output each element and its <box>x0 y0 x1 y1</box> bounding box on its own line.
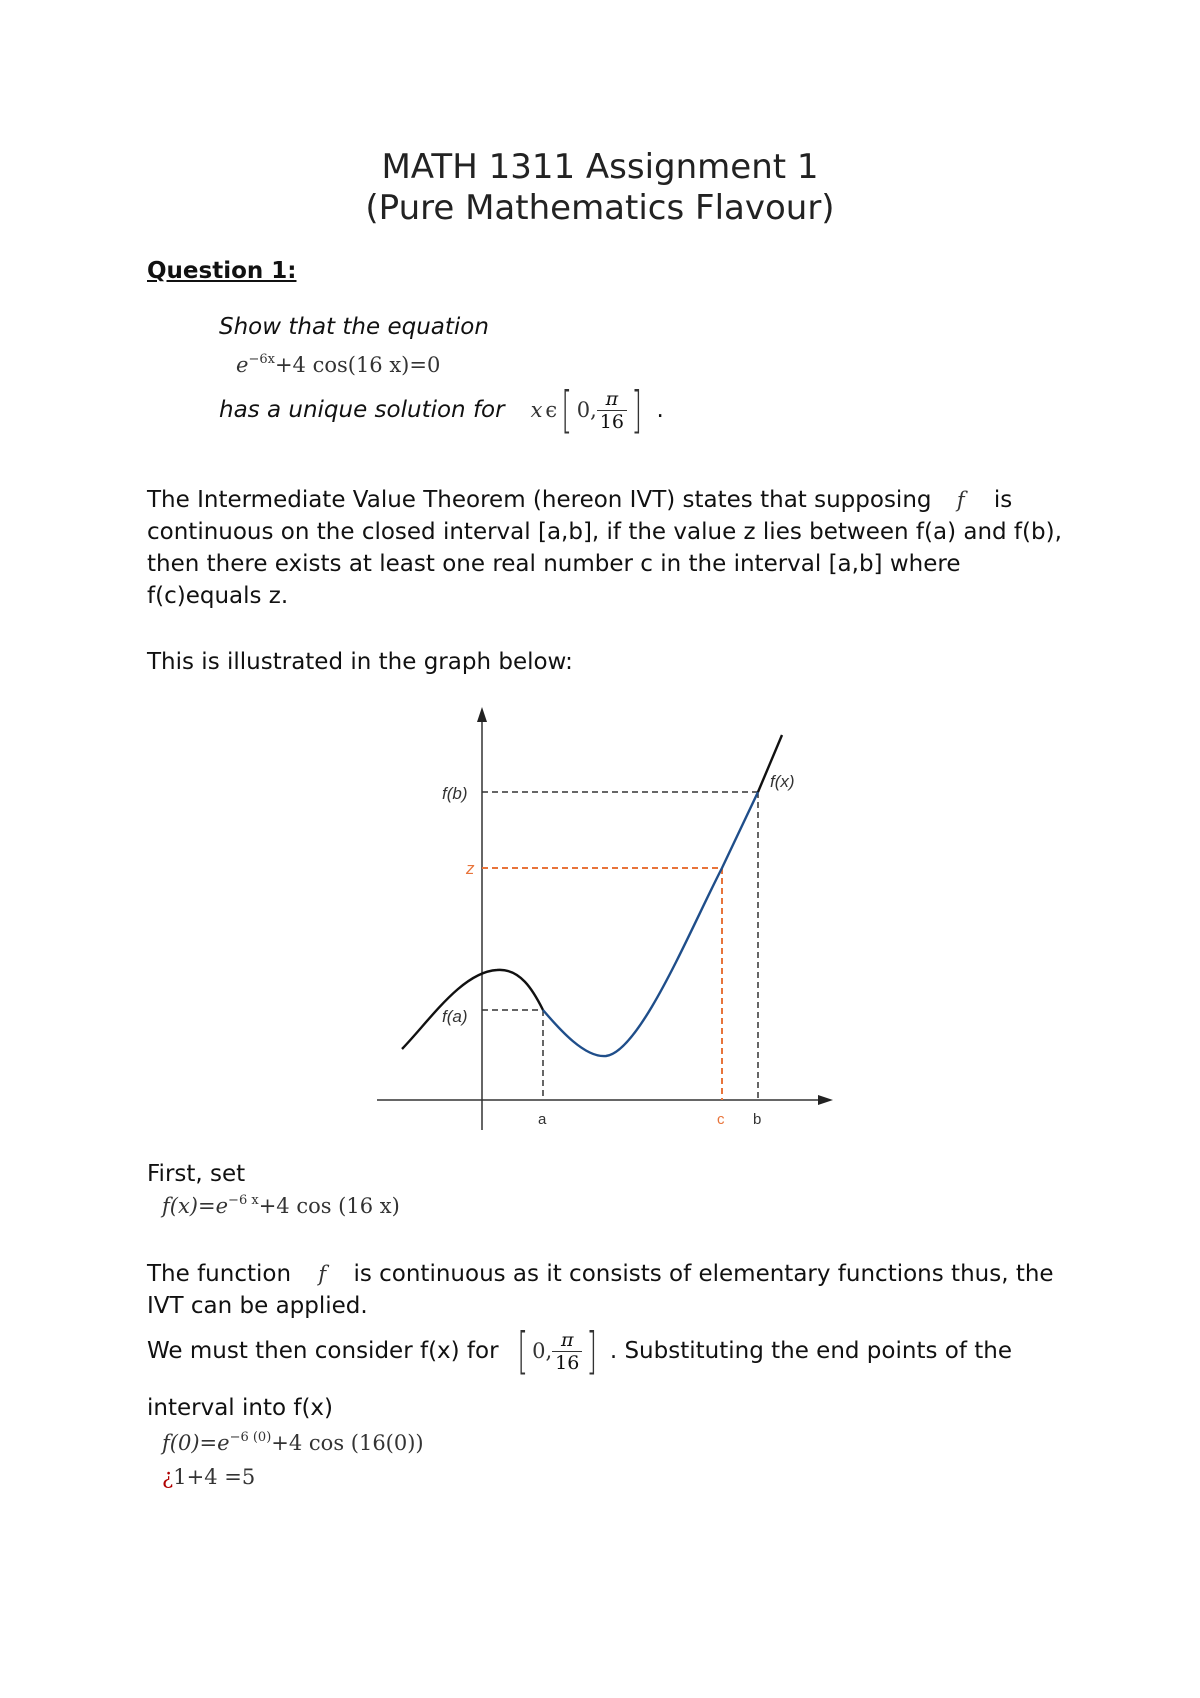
title-line-1: MATH 1311 Assignment 1 <box>381 147 819 187</box>
consider-line <box>147 1320 1012 1382</box>
ivt-paragraph: The Intermediate Value Theorem (hereon IVT) states that supposing f is continuous on the closed interval [a,b], if the value z lies between f(a) and f(b), then there exists at least one real number c in the interval [a,b] where f(c)equals z. <box>147 487 1062 609</box>
label-z: z <box>466 859 475 878</box>
label-fb: f(b) <box>442 784 468 803</box>
question-heading: Question 1: <box>147 258 297 284</box>
label-fa: f(a) <box>442 1007 468 1026</box>
x-axis-arrow-icon <box>818 1095 833 1105</box>
domain-in: ϵ <box>545 398 558 422</box>
curve-middle <box>543 792 758 1056</box>
domain-fraction: $\frac{\pi}{16}$ <box>597 388 627 433</box>
left-bracket-icon: [ <box>561 381 573 439</box>
first-set: First, set <box>147 1161 246 1187</box>
unique-prefix: has a unique solution for <box>219 397 505 423</box>
curve-left <box>402 970 543 1049</box>
left-bracket-icon: [ <box>516 1322 528 1380</box>
domain-left: 0, <box>576 398 597 422</box>
continuity-paragraph: The function f is continuous as it consists of elementary functions thus, the IVT can be applied. <box>147 1261 1054 1319</box>
right-bracket-icon: ] <box>586 1322 598 1380</box>
label-fx: f(x) <box>770 772 795 791</box>
label-a: a <box>538 1111 547 1128</box>
consider-pre: We must then consider f(x) for <box>147 1338 499 1364</box>
f0-equation: $f(0)=e^{-6 (0)}+4$ cos (16(0)) <box>162 1430 424 1455</box>
unique-solution-line <box>219 380 664 440</box>
result-line <box>162 1465 255 1489</box>
right-bracket-icon: ] <box>631 381 643 439</box>
consider-post: . Substituting the end points of the <box>609 1338 1012 1364</box>
consider-left: 0, <box>532 1339 553 1363</box>
consider-line-2: interval into f(x) <box>147 1395 334 1421</box>
question-intro: Show that the equation <box>219 314 489 340</box>
question-equation: $e^{-6x}+4$ cos(16 x)=0 <box>236 352 441 377</box>
ivt-f-symbol: f <box>956 488 965 512</box>
label-c: c <box>717 1111 725 1128</box>
domain-var: x <box>530 398 543 422</box>
consider-fraction: $\frac{\pi}{16}$ <box>552 1329 582 1374</box>
y-axis-arrow-icon <box>477 707 487 722</box>
title-line-2: (Pure Mathematics Flavour) <box>365 188 835 228</box>
continuity-f-symbol: f <box>318 1262 327 1286</box>
graph-intro: This is illustrated in the graph below: <box>147 649 573 675</box>
result-text: 1+4 =5 <box>173 1465 256 1489</box>
f-definition: $f(x)=e^{-6 x}+4$ cos (16 x) <box>162 1193 400 1218</box>
label-b: b <box>753 1111 762 1128</box>
result-mark: ¿ <box>162 1465 174 1489</box>
ivt-graph <box>370 700 840 1140</box>
domain-tail: . <box>656 397 664 423</box>
